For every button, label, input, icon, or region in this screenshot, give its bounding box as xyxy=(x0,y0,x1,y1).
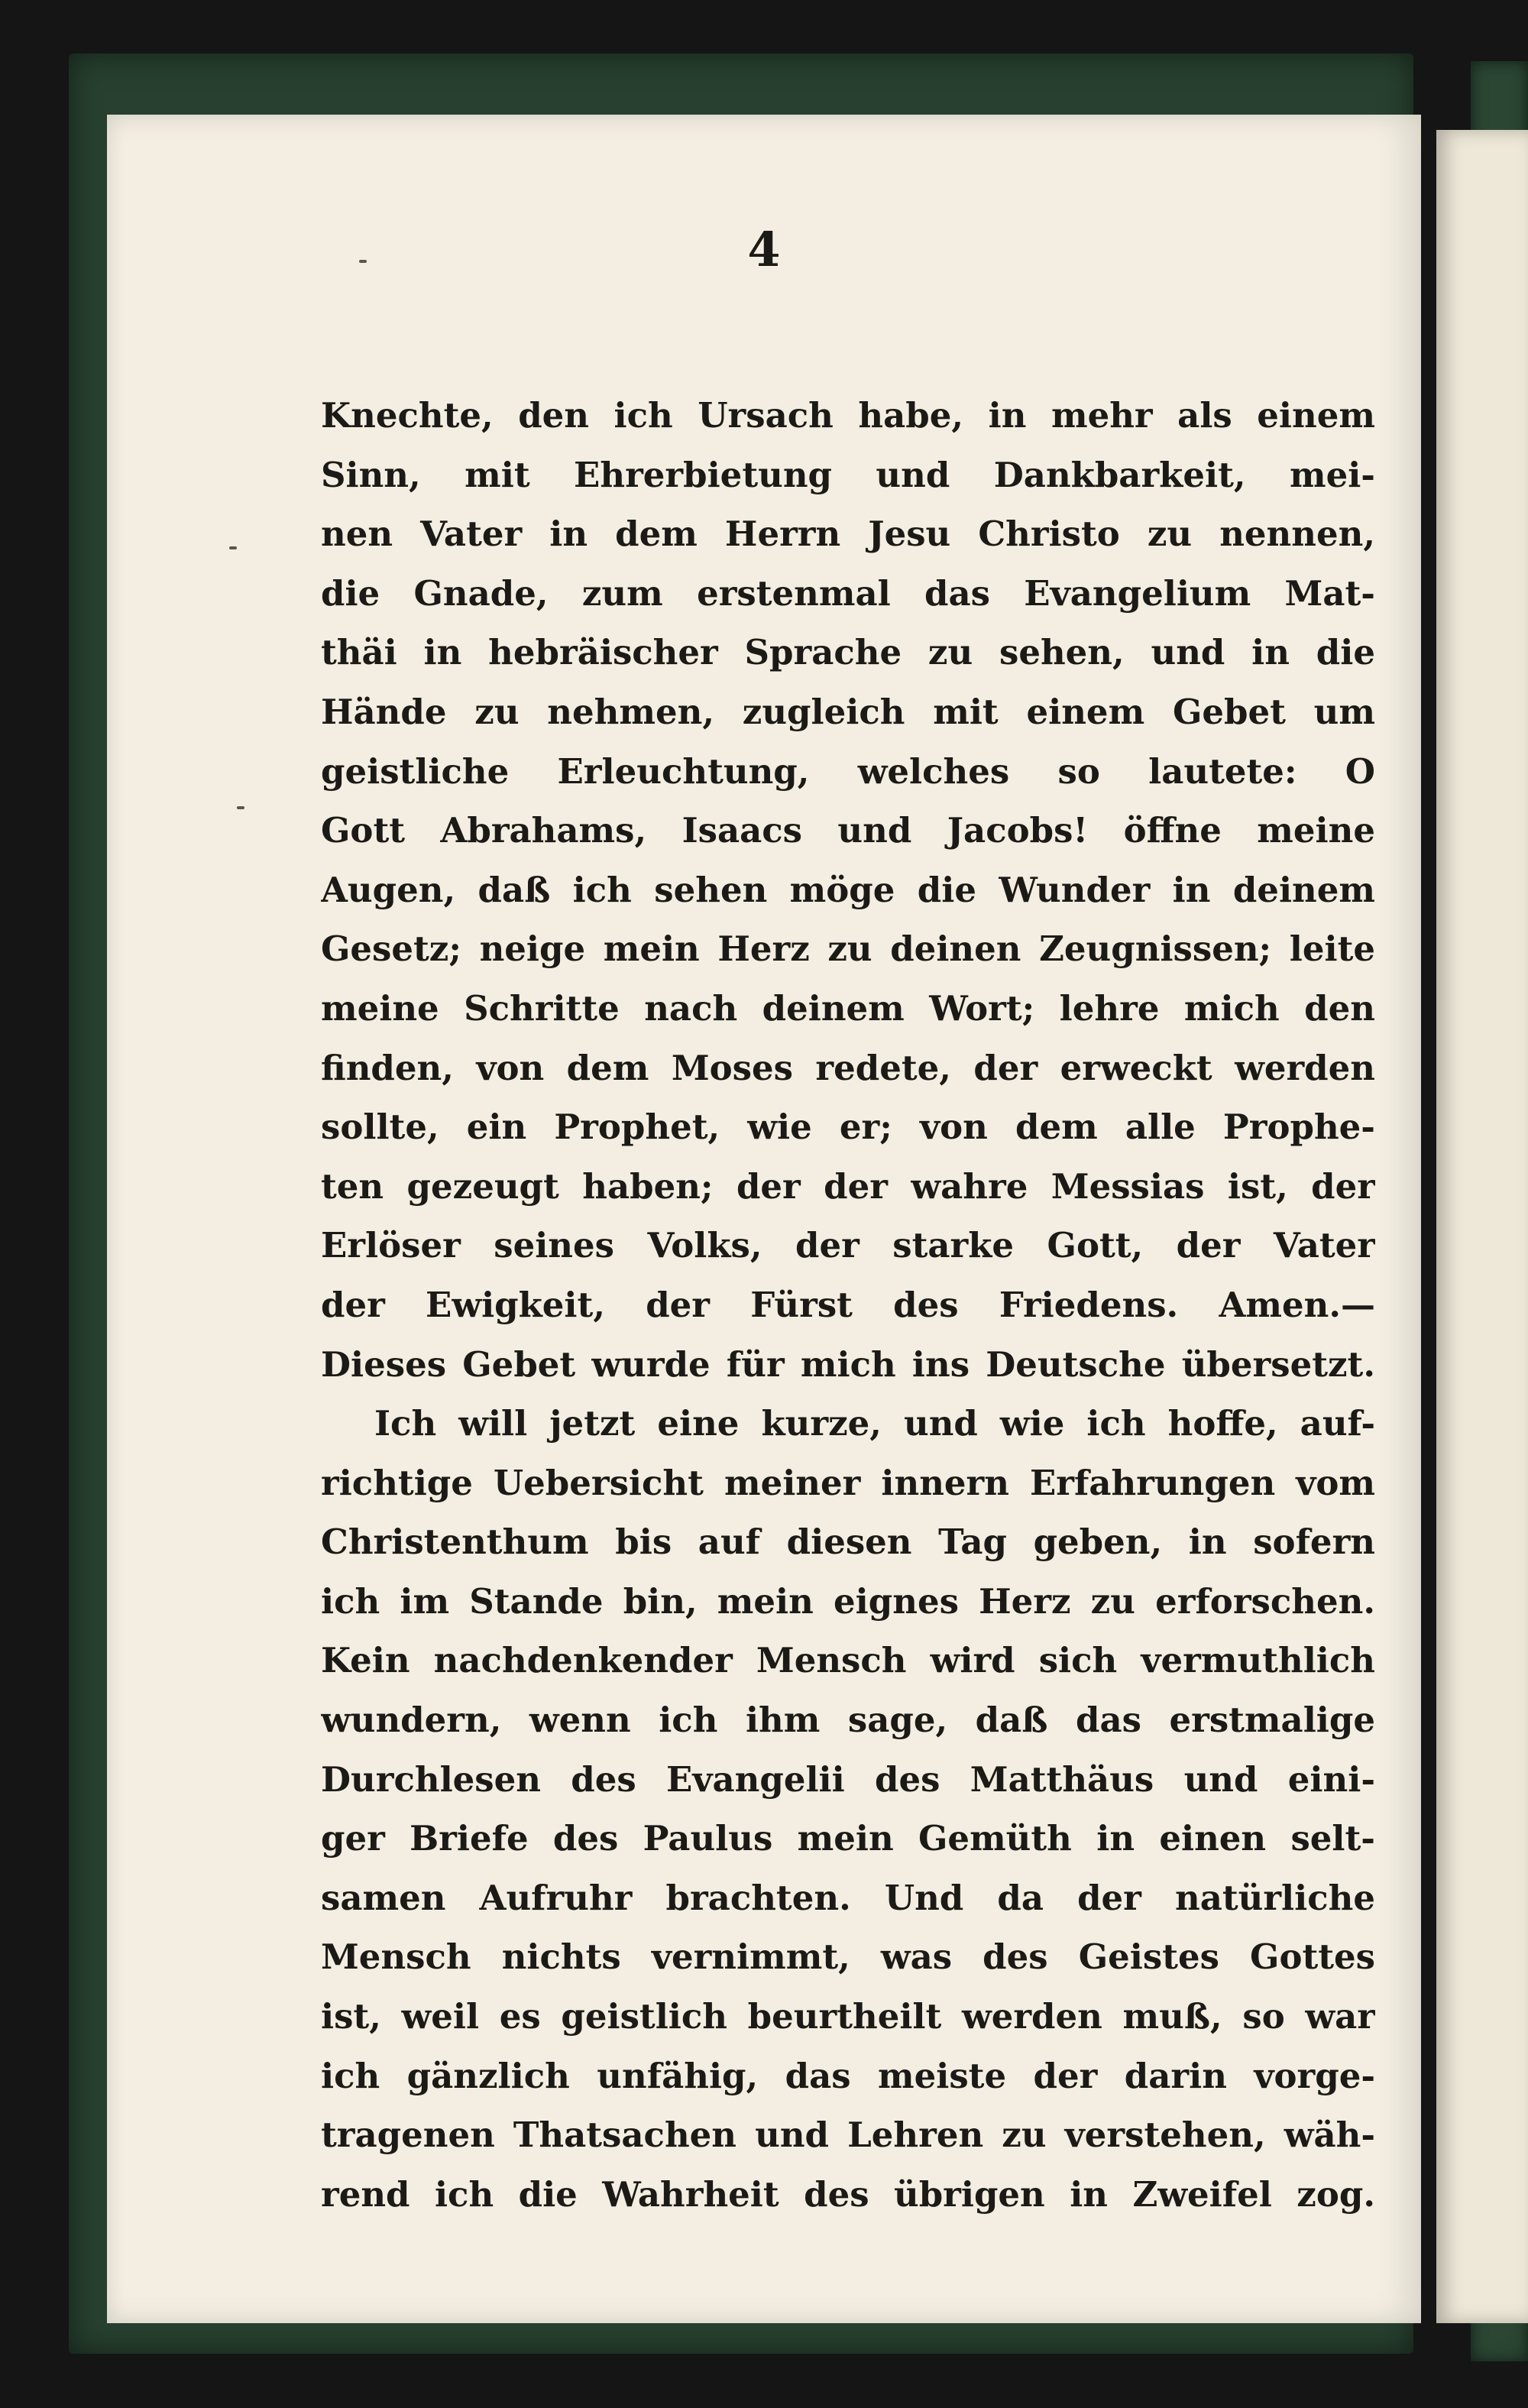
text-line: ger Briefe des Paulus mein Gemüth in einen selt- xyxy=(321,1818,1375,1859)
text-line: ten gezeugt haben; der der wahre Messias ist, der xyxy=(321,1165,1375,1207)
paper-speck xyxy=(229,546,237,549)
paragraph-first-line: Ich will jetzt eine kurze, und wie ich hoffe, auf- xyxy=(374,1403,1375,1444)
text-line: Dieses Gebet wurde für mich ins Deutsche übersetzt. xyxy=(321,1343,1375,1385)
text-line: Gott Abrahams, Isaacs und Jacobs! öffne meine xyxy=(321,810,1375,851)
text-line: der Ewigkeit, der Fürst des Friedens. Amen.— xyxy=(321,1284,1375,1325)
text-line: Erlöser seines Volks, der starke Gott, der Vater xyxy=(321,1225,1375,1266)
text-line: ich im Stande bin, mein eignes Herz zu erforschen. xyxy=(321,1580,1375,1622)
text-line: ich gänzlich unfähig, das meiste der darin vorge- xyxy=(321,2055,1375,2096)
page-number: 4 xyxy=(747,222,781,277)
text-line: die Gnade, zum erstenmal das Evangelium Mat- xyxy=(321,572,1375,614)
text-line: rend ich die Wahrheit des übrigen in Zweifel zog. xyxy=(321,2173,1375,2215)
text-line: nen Vater in dem Herrn Jesu Christo zu nennen, xyxy=(321,514,1375,555)
text-line: geistliche Erleuchtung, welches so lautete: O xyxy=(321,750,1375,792)
text-line: Gesetz; neige mein Herz zu deinen Zeugnissen; leite xyxy=(321,929,1375,970)
text-line: meine Schritte nach deinem Wort; lehre mich den xyxy=(321,987,1375,1029)
text-line: ist, weil es geistlich beurtheilt werden muß, so war xyxy=(321,1996,1375,2037)
text-line: Durchlesen des Evangelii des Matthäus und eini- xyxy=(321,1758,1375,1800)
body-text xyxy=(321,386,1375,2224)
text-line: Knechte, den ich Ursach habe, in mehr als einem xyxy=(321,395,1375,436)
text-line: Augen, daß ich sehen möge die Wunder in deinem xyxy=(321,869,1375,910)
text-line: Kein nachdenkender Mensch wird sich vermuthlich xyxy=(321,1640,1375,1681)
text-line: tragenen Thatsachen und Lehren zu verstehen, wäh- xyxy=(321,2115,1375,2156)
text-line: thäi in hebräischer Sprache zu sehen, und in die xyxy=(321,632,1375,673)
text-line: Hände zu nehmen, zugleich mit einem Gebet um xyxy=(321,691,1375,732)
text-line: Christenthum bis auf diesen Tag geben, in sofern xyxy=(321,1522,1375,1563)
text-line: Mensch nichts vernimmt, was des Geistes Gottes xyxy=(321,1936,1375,1978)
text-line: sollte, ein Prophet, wie er; von dem alle Prophe- xyxy=(321,1107,1375,1148)
text-line: richtige Uebersicht meiner innern Erfahrungen vom xyxy=(321,1462,1375,1503)
text-line: wundern, wenn ich ihm sage, daß das erstmalige xyxy=(321,1700,1375,1741)
book-page xyxy=(107,115,1421,2323)
paper-speck xyxy=(237,806,244,809)
text-line: Sinn, mit Ehrerbietung und Dankbarkeit, mei- xyxy=(321,454,1375,495)
text-line: finden, von dem Moses redete, der erweckt werden xyxy=(321,1047,1375,1088)
facing-page-edge xyxy=(1436,130,1528,2323)
text-line: samen Aufruhr brachten. Und da der natürliche xyxy=(321,1877,1375,1918)
